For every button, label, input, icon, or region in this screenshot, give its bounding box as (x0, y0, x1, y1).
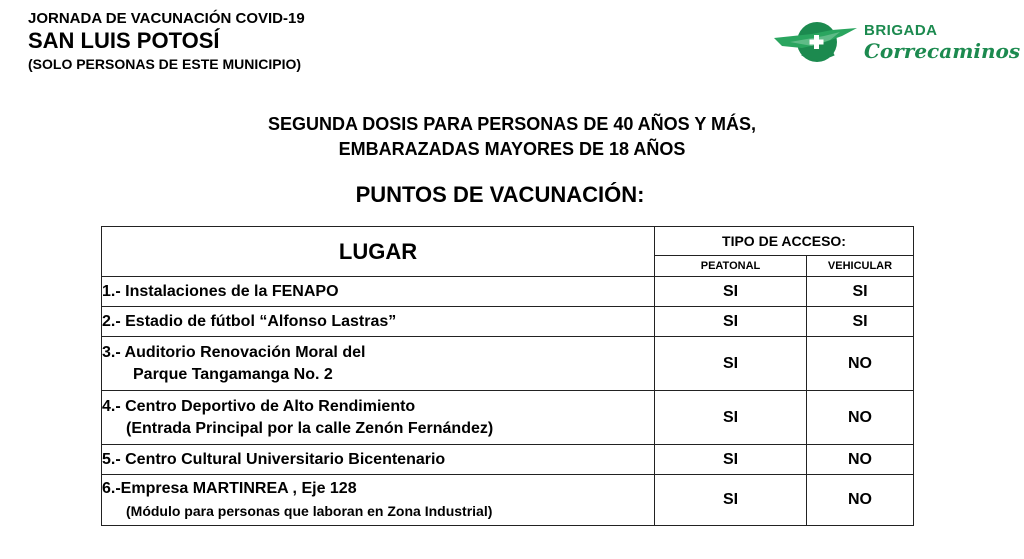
logo-brand-top: BRIGADA (864, 22, 938, 39)
peatonal-cell: SI (655, 337, 807, 391)
place-name: 4.- Centro Deportivo de Alto Rendimiento (102, 397, 416, 415)
place-name: 3.- Auditorio Renovación Moral del (102, 343, 366, 361)
table-row (102, 337, 914, 391)
subtitle-line-2: EMBARAZADAS MAYORES DE 18 AÑOS (338, 139, 686, 159)
place-cell (102, 445, 655, 475)
vehicular-cell: SI (807, 307, 914, 337)
table-row (102, 445, 914, 475)
logo-brand-bottom: Correcaminos (864, 39, 1021, 63)
place-detail: (Módulo para personas que laboran en Zona Industrial) (126, 503, 493, 519)
table-row (102, 307, 914, 337)
peatonal-cell: SI (655, 475, 807, 526)
column-header-vehicular: VEHICULAR (807, 256, 914, 277)
vehicular-cell: SI (807, 277, 914, 307)
table-row (102, 277, 914, 307)
peatonal-cell: SI (655, 307, 807, 337)
vaccination-points-table (101, 226, 914, 526)
peatonal-cell: SI (655, 445, 807, 475)
place-name: 5.- Centro Cultural Universitario Bicentenario (102, 450, 446, 468)
place-cell (102, 475, 655, 526)
dose-subtitle (0, 112, 1024, 162)
header (28, 10, 305, 74)
municipality-note: (SOLO PERSONAS DE ESTE MUNICIPIO) (28, 56, 302, 72)
place-name: 2.- Estadio de fútbol “Alfonso Lastras” (102, 312, 397, 330)
place-cell (102, 391, 655, 445)
vehicular-cell: NO (807, 391, 914, 445)
place-cell (102, 307, 655, 337)
column-header-peatonal: PEATONAL (655, 256, 807, 277)
city-title: SAN LUIS POTOSÍ (28, 28, 220, 53)
peatonal-cell: SI (655, 391, 807, 445)
roadrunner-emblem-icon (772, 18, 862, 68)
peatonal-cell: SI (655, 277, 807, 307)
place-detail: (Entrada Principal por la calle Zenón Fernández) (126, 419, 494, 437)
place-cell (102, 277, 655, 307)
place-cell (102, 337, 655, 391)
table-row (102, 475, 914, 526)
vehicular-cell: NO (807, 337, 914, 391)
brigada-correcaminos-logo (772, 18, 1021, 68)
place-detail: Parque Tangamanga No. 2 (133, 365, 333, 383)
place-name: 6.-Empresa MARTINREA , Eje 128 (102, 480, 357, 497)
column-header-lugar: LUGAR (102, 227, 655, 277)
page-title: PUNTOS DE VACUNACIÓN: (355, 182, 645, 207)
place-name: 1.- Instalaciones de la FENAPO (102, 282, 339, 300)
vehicular-cell: NO (807, 475, 914, 526)
table-row (102, 391, 914, 445)
vehicular-cell: NO (807, 445, 914, 475)
column-header-tipo-acceso: TIPO DE ACCESO: (655, 227, 914, 256)
campaign-title: JORNADA DE VACUNACIÓN COVID-19 (28, 10, 305, 27)
subtitle-line-1: SEGUNDA DOSIS PARA PERSONAS DE 40 AÑOS Y MÁS, (267, 114, 757, 134)
